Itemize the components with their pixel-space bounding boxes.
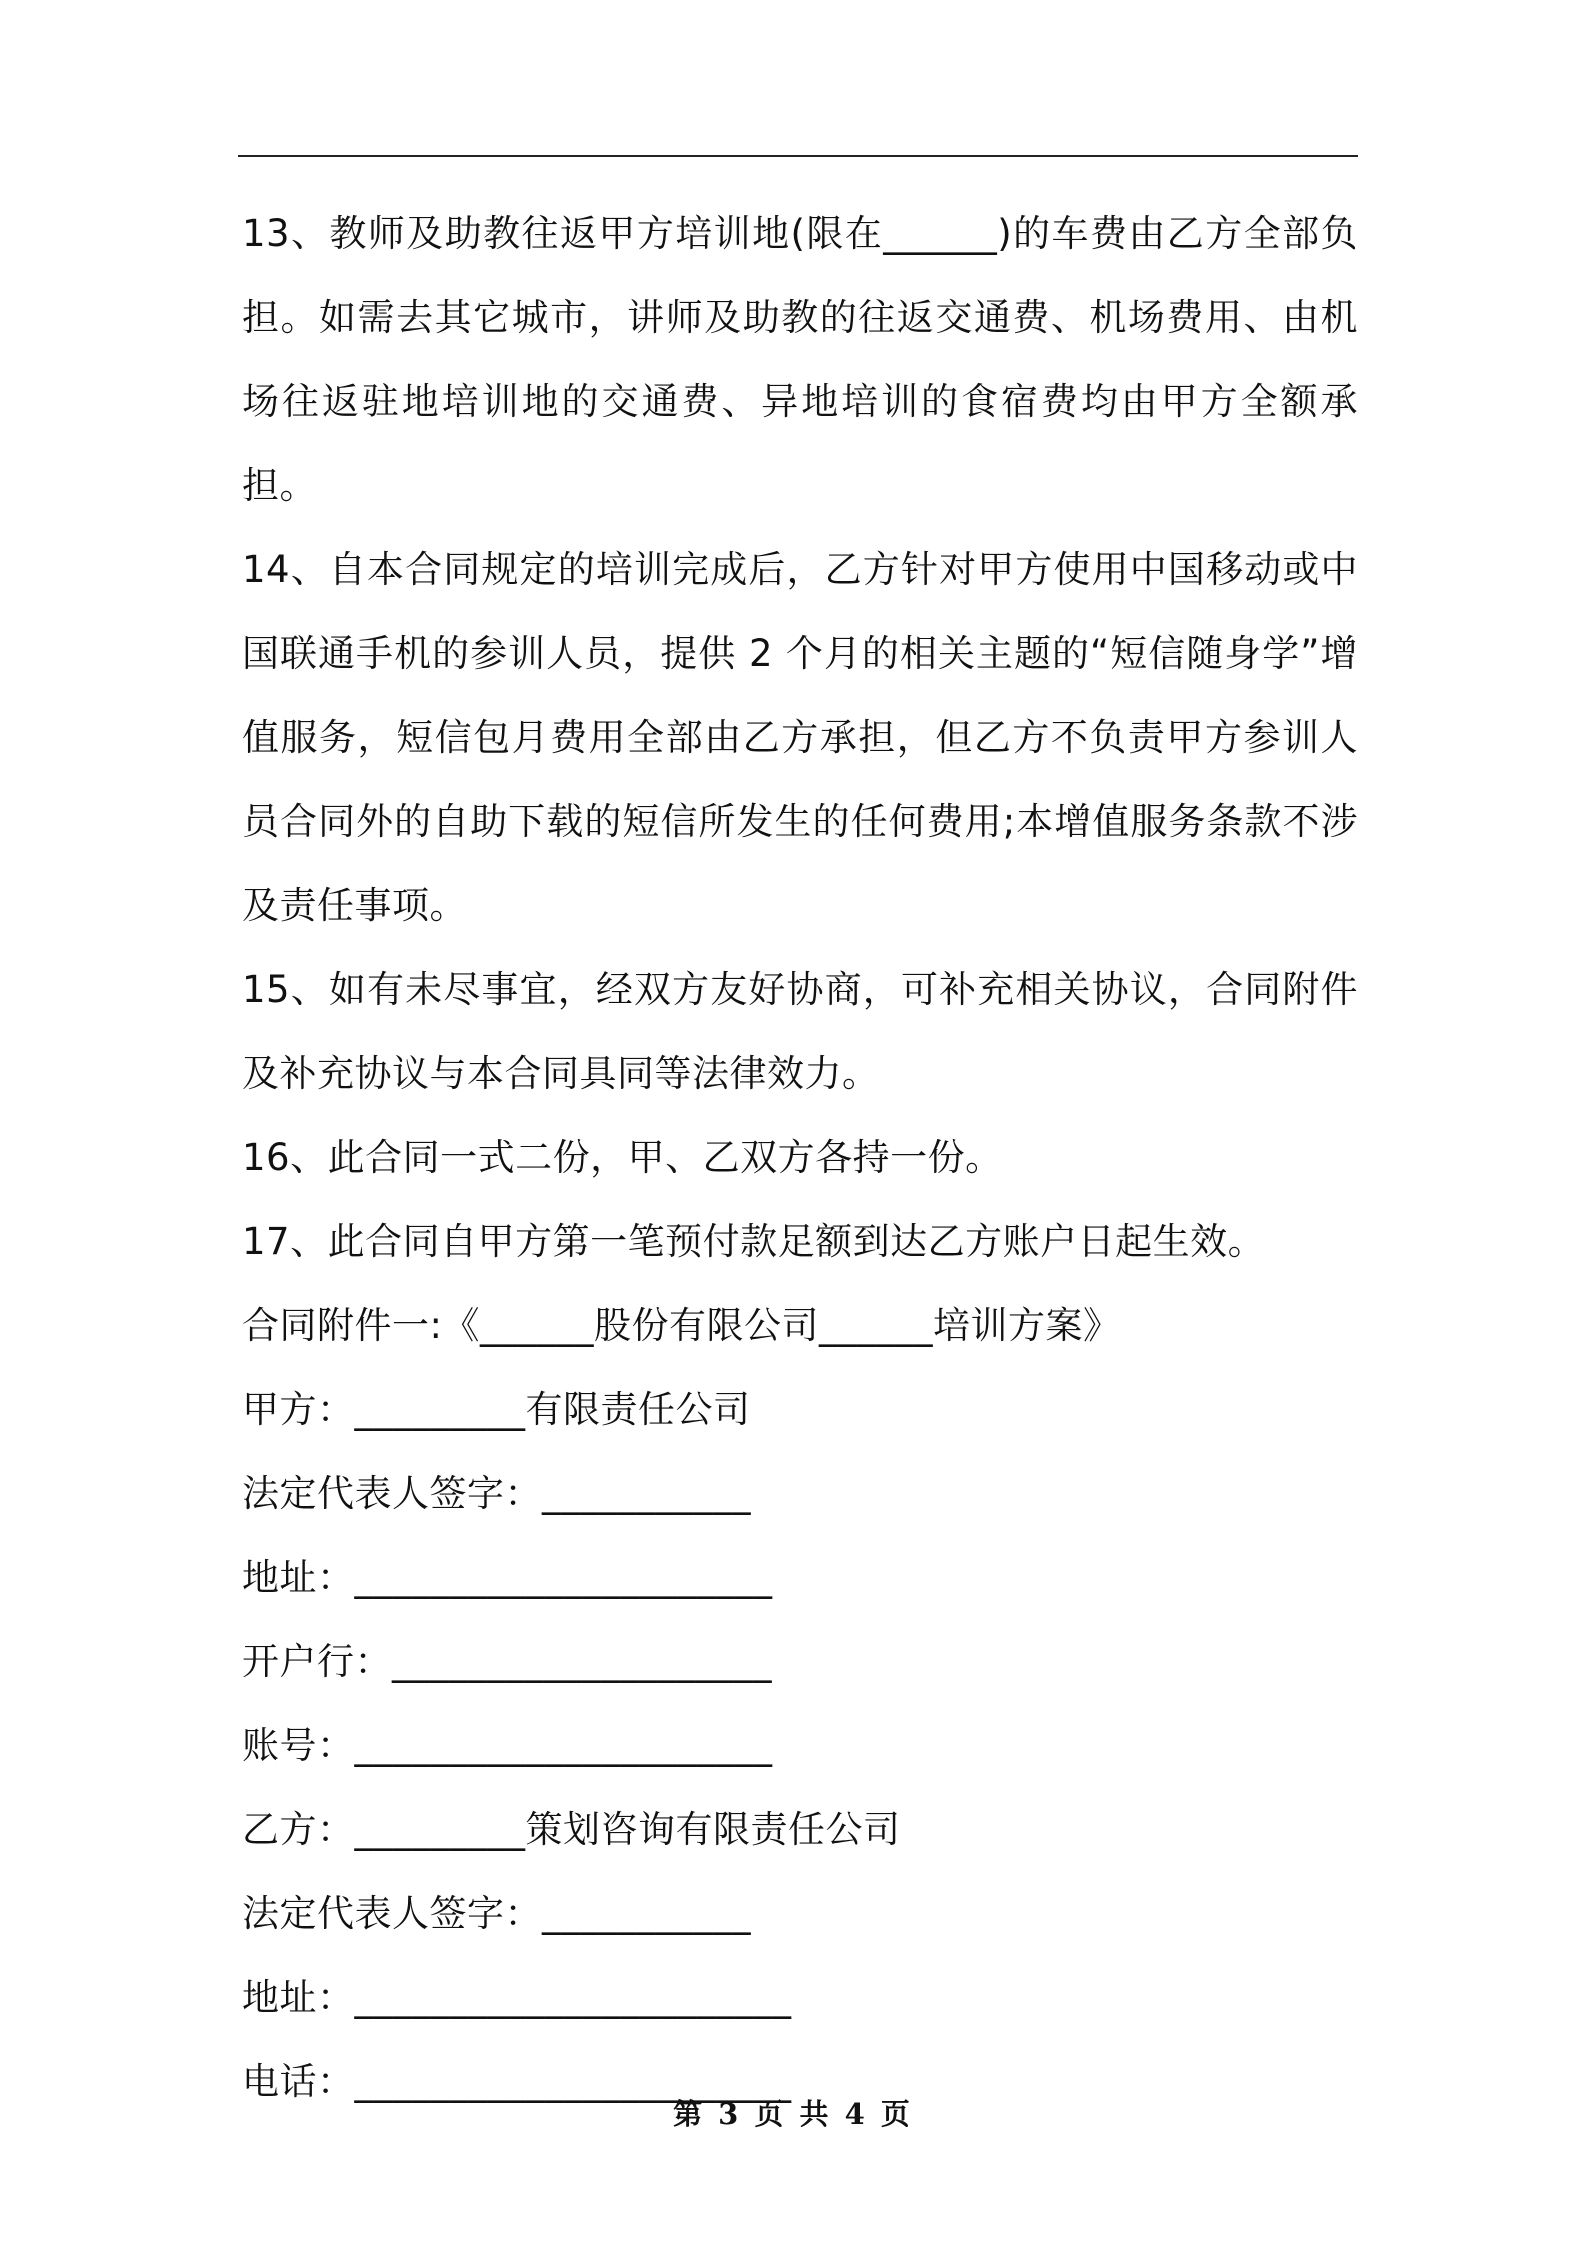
document-body bbox=[242, 192, 1358, 2124]
page-number: 第 3 页 共 4 页 bbox=[673, 2097, 913, 2131]
attachment-line: 合同附件一:《______股份有限公司______培训方案》 bbox=[242, 1304, 1121, 1347]
party-b-phone: 电话：_______________________ bbox=[242, 2060, 792, 2103]
clause-16: 16、此合同一式二份，甲、乙双方各持一份。 bbox=[242, 1136, 1003, 1179]
clause-14: 14、自本合同规定的培训完成后，乙方针对甲方使用中国移动或中国联通手机的参训人员，提供 2 个月的相关主题的“短信随身学”增值服务，短信包月费用全部由乙方承担，但乙方不负责甲方参训人员合同外的自助下载的短信所发生的任何费用;本增值服务条款不涉及责任事项。 bbox=[242, 548, 1358, 927]
party-a-representative: 法定代表人签字：___________ bbox=[242, 1472, 751, 1515]
party-a-name: 甲方：_________有限责任公司 bbox=[242, 1388, 751, 1431]
header-divider bbox=[238, 155, 1358, 157]
party-a-account: 账号：______________________ bbox=[242, 1724, 773, 1767]
party-a-bank: 开户行：____________________ bbox=[242, 1640, 772, 1683]
party-a-address: 地址：______________________ bbox=[242, 1556, 773, 1599]
party-b-name: 乙方：_________策划咨询有限责任公司 bbox=[242, 1808, 901, 1851]
party-b-representative: 法定代表人签字：___________ bbox=[242, 1892, 751, 1935]
clause-13: 13、教师及助教往返甲方培训地(限在______)的车费由乙方全部负担。如需去其它城市，讲师及助教的往返交通费、机场费用、由机场往返驻地培训地的交通费、异地培训的食宿费均由甲方全额承担。 bbox=[242, 212, 1358, 507]
clause-17: 17、此合同自甲方第一笔预付款足额到达乙方账户日起生效。 bbox=[242, 1220, 1266, 1263]
clause-15: 15、如有未尽事宜，经双方友好协商，可补充相关协议，合同附件及补充协议与本合同具同等法律效力。 bbox=[242, 968, 1358, 1095]
party-b-address: 地址：_______________________ bbox=[242, 1976, 792, 2019]
